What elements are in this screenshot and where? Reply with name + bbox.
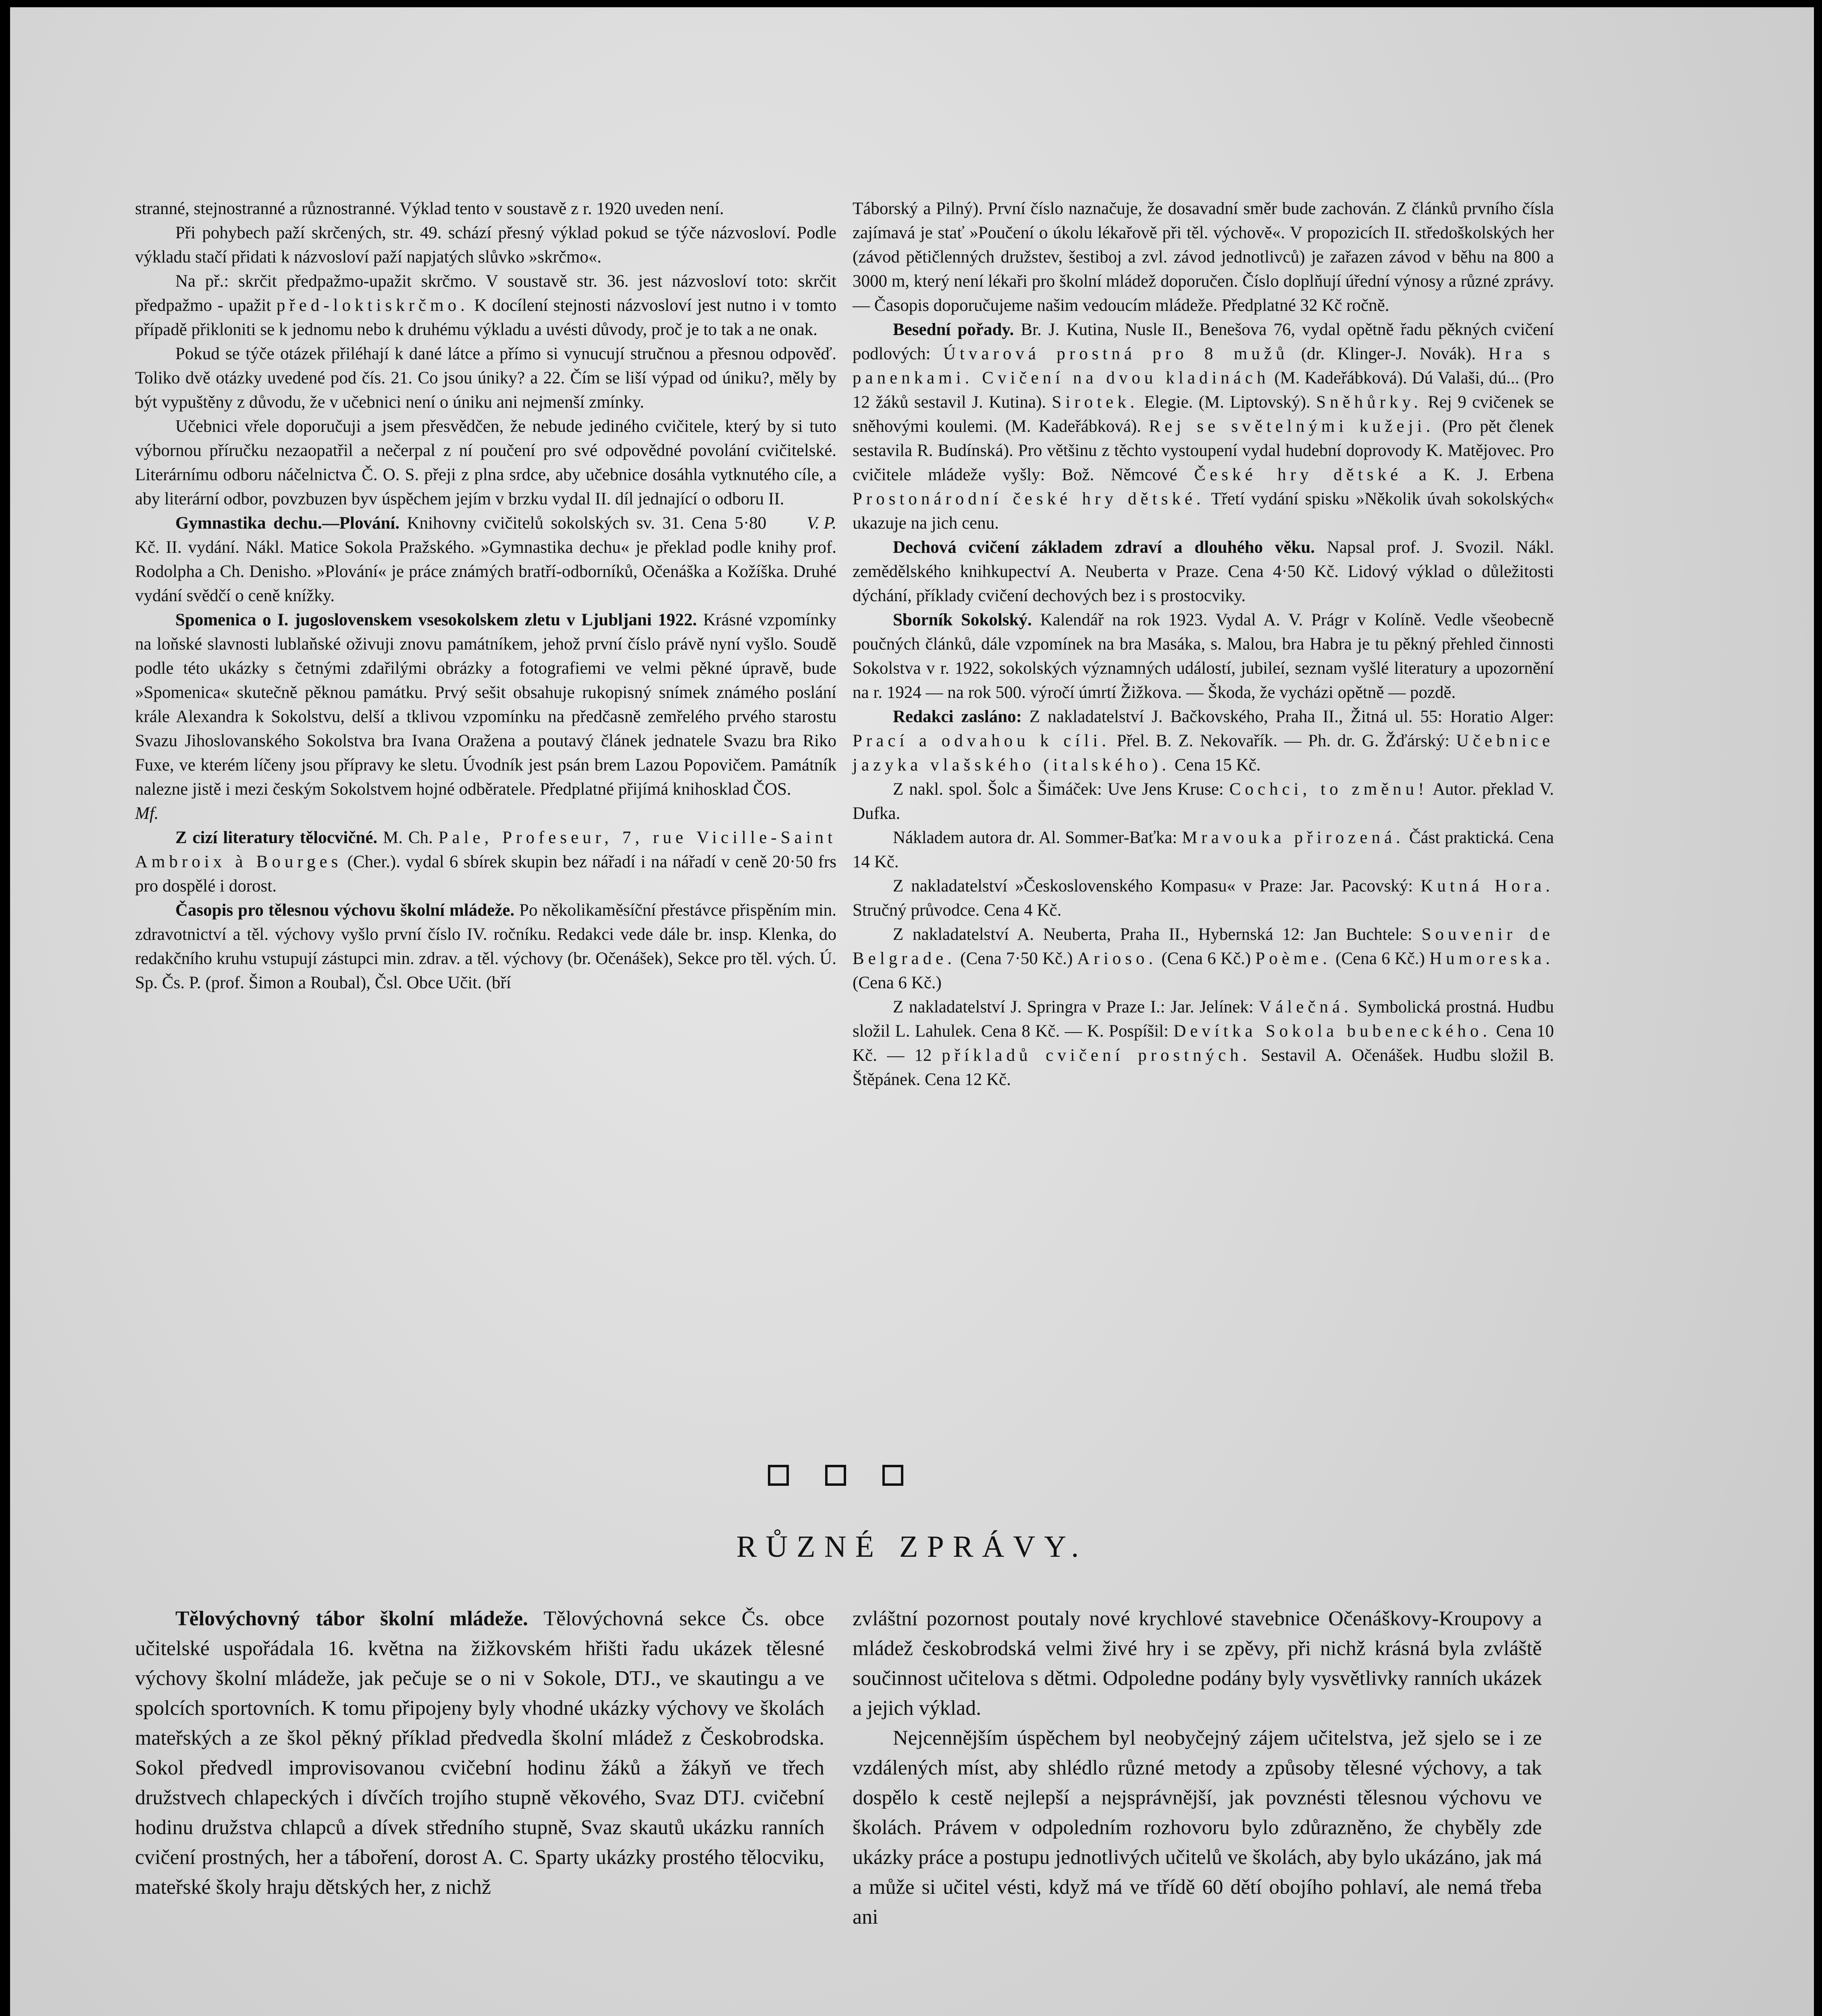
review-gymnastika: Gymnastika dechu.—Plování. Knihovny cvičitelů sokolských sv. 31. Cena 5·80 Kč. II. vydání. Nákl. Matice Sokola Pražského. »Gymnastika dechu« je překlad podle knihy prof. Rodolpha a Ch. Denisho. »Plování« je práce známých bratří-odborníků, Očenáška a Kožíška. Druhé vydání svědčí o ceně knížky. — [135, 514, 836, 605]
review-besedni-porady: Besední pořady. Br. J. Kutina, Nusle II., Benešova 76, vydal opětně řadu pěkných cvičení podlových: Útvarová prostná pro 8 mužů (dr. Klinger-J. Novák). Hra s panenkami. Cvičení na dvou kladinách (M. Kadeřábková). Dú Valaši, dú... (Pro 12 žáků sestavil J. Kutina). Sirotek. Elegie. (M. Liptovský). Sněhůrky. Rej 9 cvičenek se sněhovými koulemi. (M. Kadeřábková). Rej se světelnými kužeji. (Pro pět členek sestavila R. Budínská). Pro většinu z těchto vystoupení vydal hudební doprovody K. Matějovec. Pro cvičitele mládeže vyšly: Bož. Němcové České hry dětské a K. J. Erbena Prostonárodní české hry dětské. Třetí vydání spisku »Několik úvah sokolských« ukazuje na jich cenu. — [853, 320, 1554, 533]
paragraph: Na př.: skrčit předpažmo-upažit skrčmo. V soustavě str. 36. jest názvosloví toto: skrčit předpažmo - upažit před-loktiskrčmo. K docílení stejnosti názvosloví jest nutno i v tomto případě přikloniti se k jednomu nebo k druhému výkladu a uvésti důvody, proč je to tak a ne onak. — [135, 272, 837, 339]
redakci-zaslano: Redakci zasláno: Z nakladatelství J. Bačkovského, Praha II., Žitná ul. 55: Horatio Alger: Prací a odvahou k cíli. Přel. B. Z. Nekovařík. — Ph. dr. G. Žďárský: Učebnice jazyka vlašského (italského). Cena 15 Kč. — [853, 707, 1554, 775]
redakci-zaslano-item: Z nakladatelství A. Neuberta, Praha II., Hybernská 12: Jan Buchtele: Souvenir de Belgrade. (Cena 7·50 Kč.) Arioso. (Cena 6 Kč.) Poème. (Cena 6 Kč.) Humoreska. (Cena 6 Kč.) — [853, 925, 1554, 992]
left-column-top — [135, 197, 836, 995]
signature: Mf. — [135, 804, 159, 823]
journal-page — [10, 7, 1814, 2016]
review-casopis: Časopis pro tělesnou výchovu školní mládeže. Po několikaměsíční přestávce přispěním min. zdravotnictví a těl. výchovy vyšlo první číslo IV. ročníku. Redakci vede dále br. insp. Klenka, do redakčního kruhu vstupují zástupci min. zdrav. a těl. výchovy (br. Očenášek), Sekce pro těl. vých. Ú. Sp. Čs. P. (prof. Šimon a Roubal), Čsl. Obce Učit. (bří — [135, 901, 836, 992]
signature: V. P. — [807, 514, 836, 533]
review-dechova-cviceni: Dechová cvičení základem zdraví a dlouhého věku. Napsal prof. J. Svozil. Nákl. zemědělského knihkupectví A. Neuberta v Praze. Cena 4·50 Kč. Lidový výklad o důležitosti dýchání, příklady cvičení dechových bez i s prostocviky. — [853, 538, 1554, 605]
square-ornament-icon — [882, 1465, 903, 1486]
paragraph: zvláštní pozornost poutaly nové krychlové stavebnice Očenáškovy-Kroupovy a mládež českobrodská velmi živé hry i se zpěvy, při nichž krásná byla zvláště součinnost učitelova s dětmi. Odpoledne podány byly vysvětlivky ranních ukázek a jejich výklad. — [853, 1607, 1542, 1720]
paragraph: Pokud se týče otázek přiléhají k dané látce a přímo si vynucují stručnou a přesnou odpověď. Toliko dvě otázky uvedené pod čís. 21. Co jsou úniky? a 22. Čím se liší výpad od úniku?, měly by být vypuštěny z důvodu, že v učebnici není o úniku ani nejmenší zmínky. — [135, 344, 836, 412]
redakci-zaslano-item: Z nakladatelství »Československého Kompasu« v Praze: Jar. Pacovský: Kutná Hora. Stručný průvodce. Cena 4 Kč. — [853, 877, 1554, 920]
section-heading: RŮZNÉ ZPRÁVY. — [736, 1530, 1088, 1564]
paragraph: Při pohybech paží skrčených, str. 49. schází přesný výklad pokud se týče názvosloví. Podle výkladu stačí přidati k názvosloví paží napjatých slůvko »skrčmo«. — [135, 223, 836, 267]
left-column-bottom — [135, 1604, 824, 1902]
scan-border — [1815, 0, 1822, 2016]
right-column-top — [853, 197, 1554, 1092]
review-sbornik: Sborník Sokolský. Kalendář na rok 1923. Vydal A. V. Prágr v Kolíně. Vedle všeobecně poučných článků, dále vzpomínek na bra Masáka, s. Malou, bra Habra je tu pěkný přehled činnosti Sokolstva v r. 1922, sokolských významných událostí, jubileí, seznam vyšlé literatury a upozornění na r. 1924 — na rok 500. výročí úmrtí Žižkova. — Škoda, že vycházi opětně — pozdě. — [853, 610, 1554, 702]
article-telovychovny-tabor: Tělovýchovný tábor školní mládeže. Tělovýchovná sekce Čs. obce učitelské uspořádala 16. května na žižkovském hřišti řadu ukázek tělesné výchovy školní mládeže, jak pečuje se o ni v Sokole, DTJ., ve skautingu a ve spolcích sportovních. K tomu připojeny byly vhodné ukázky výchovy ve školách mateřských a ze škol pěkný příklad předvedla školní mládež z Českobrodska. Sokol předvedl improvisovanou cvičební hodinu žáků a žákyň ve třech družstvech chlapeckých i dívčích trojího stupně věkového, Svaz DTJ. cvičební hodinu družstva chlapců a dívek středního stupně, Svaz skautů ukázku ranních cvičení prostných, her a táboření, dorost A. C. Sparty ukázky prostého tělocviku, mateřské školy hraju dětských her, z nichž — [135, 1607, 825, 1899]
review-cizi-literatura: Z cizí literatury tělocvičné. M. Ch. Pale, Profeseur, 7, rue Vicille-Saint Ambroix à Bourges (Cher.). vydal 6 sbírek skupin bez nářadí i na nářadí v ceně 20·50 frs pro dospělé i dorost. — [135, 828, 837, 896]
paragraph: Učebnici vřele doporučuji a jsem přesvědčen, že nebude jediného cvičitele, který by si tuto výbornou příručku nezaopatřil a nečerpal z ní poučení pro své odpovědné povolání cvičitelské. Literárnímu odboru náčelnictva Č. O. S. přeji z plna srdce, aby učebnice dosáhla vytknutého cíle, a aby literární odbor, povzbuzen byv úspěchem jejím v brzku vydal II. díl jednající o odboru II. V. P. — [135, 414, 836, 511]
square-ornament-icon — [768, 1465, 789, 1486]
redakci-zaslano-item: Z nakladatelství J. Springra v Praze I.: Jar. Jelínek: Válečná. Symbolická prostná. Hudbu složil L. Lahulek. Cena 8 Kč. — K. Pospíšil: Devítka Sokola bubeneckého. Cena 10 Kč. — 12 příkladů cvičení prostných. Sestavil A. Očenášek. Hudbu složil B. Štěpánek. Cena 12 Kč. — [853, 998, 1554, 1089]
redakci-zaslano-item: Z nakl. spol. Šolc a Šimáček: Uve Jens Kruse: Cochci, to změnu! Autor. překlad V. Dufka. — [853, 780, 1554, 823]
paragraph: stranné, stejnostranné a různostranné. Výklad tento v soustavě z r. 1920 uveden není. — [135, 199, 724, 218]
square-ornament-icon — [825, 1465, 846, 1486]
review-spomenica: Spomenica o I. jugoslovenskem vsesokolskem zletu v Ljubljani 1922. Krásné vzpomínky na loňské slavnosti lublaňské oživuji znovu památníkem, jehož první číslo právě nyní vyšlo. Soudě podle této ukázky s četnými zdařilými obrázky a fotografiemi ve velmi pěkné úpravě, bude »Spomenica« skutečně pěknou památku. Prvý sešit obsahuje rukopisný snímek známého poslání krále Alexandra k Sokolstvu, delší a tklivou vzpomínku na předčasně zemřelého prvého starostu Svazu Jihoslovanského Sokolstva bra Ivana Oražena a poutavý článek jednatele Svazu bra Riko Fuxe, ve kterém líčeny jsou přípravy ke sletu. Úvodník jest psán brem Lazou Popovičem. Památník nalezne jistě i mezi českým Sokolstvem hojné odběratele. Předplatné přijímá knihosklad ČOS. — [135, 610, 836, 799]
right-column-bottom — [853, 1604, 1542, 1932]
paragraph: Nejcennějším úspěchem byl neobyčejný zájem učitelstva, jež sjelo se i ze vzdálených míst, aby shlédlo různé metody a způsoby tělesné výchovy, a tak dospělo k cestě nejlepší a nejsprávnější, jak povznésti tělesnou výchovu ve školách. Právem v odpoledním rozhovoru bylo zdůrazněno, že chyběly zde ukázky práce a postupu jednotlivých učitelů ve školách, aby bylo ukázáno, jak má a může si učitel vésti, když má ve třídě 60 dětí obojího pohlaví, ale nemá třeba ani — [853, 1727, 1542, 1929]
section-divider — [768, 1465, 903, 1486]
paragraph: Táborský a Pilný). První číslo naznačuje, že dosavadní směr bude zachován. Z článků prvního čísla zajímavá je stať »Poučení o úkolu lékařově při těl. výchově«. V propozicích II. středoškolských her (závod pětičlenných družstev, šestiboj a zvl. závod jednotlivců) je zařazen závod v běhu na 800 a 3000 m, který není lékaři pro školní mládež doporučen. Číslo doplňují úřední výnosy a různé zprávy. — Časopis doporučujeme našim vedoucím mládeže. Předplatné 32 Kč ročně. — [853, 199, 1554, 315]
redakci-zaslano-item: Nákladem autora dr. Al. Sommer-Baťka: Mravouka přirozená. Část praktická. Cena 14 Kč. — [853, 828, 1554, 871]
